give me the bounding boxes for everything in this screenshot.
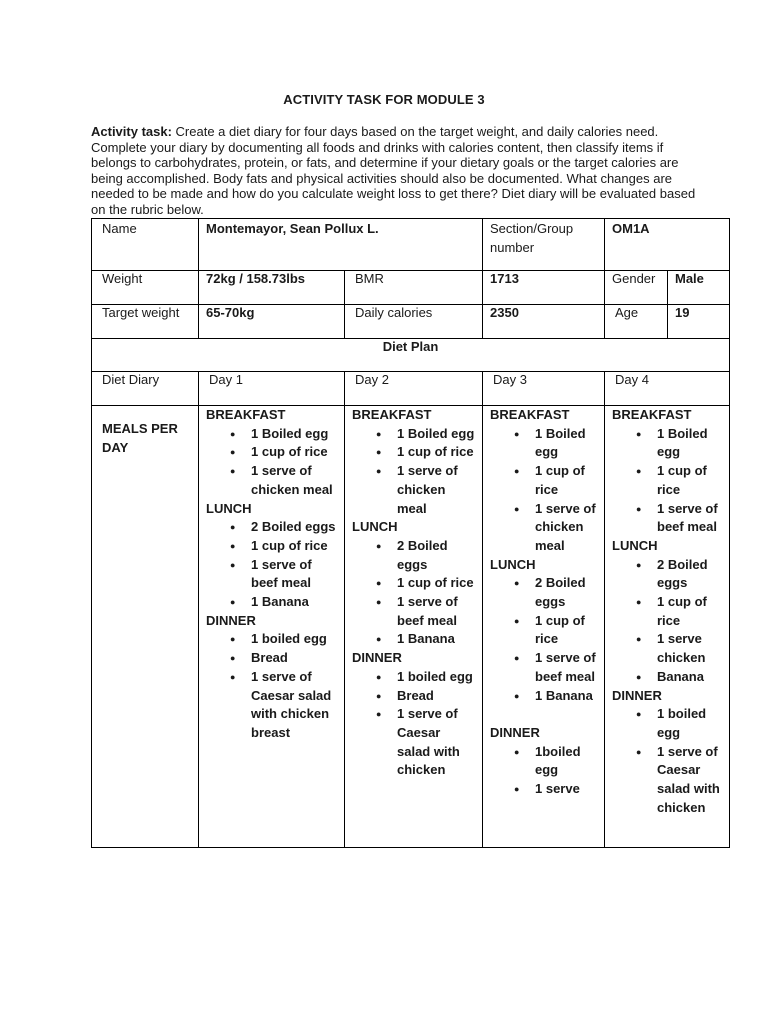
breakfast-heading: BREAKFAST [206, 407, 286, 422]
list-item: ● 1 serve of beef meal [612, 500, 722, 537]
dinner-list [490, 743, 597, 799]
list-item: ● 1 cup of rice [352, 574, 475, 593]
dinner-heading: DINNER [490, 724, 540, 740]
list-item: ● 1 Boiled egg [612, 425, 722, 462]
diet-plan-row [92, 339, 730, 372]
list-item: ● 1 cup of rice [206, 537, 337, 556]
activity-task-text: Create a diet diary for four days based on the target weight, and daily calories need. Complete your diary by documenting all foods and drinks with calories content, then classify items if belongs to carbohydrates, protein, or fats, and determine if your dietary goals or the target calories are being accomplished. Body fats and physical activities should also be documented. What changes are needed to be made and how do you calculate weight loss to get there? Diet diary will be evaluated based on the rubric below. [91, 124, 696, 217]
lunch-list [352, 537, 475, 649]
lunch-heading: LUNCH [206, 500, 252, 516]
breakfast-list [612, 425, 722, 537]
spacer [490, 705, 597, 724]
list-item: ● 1 serve of Caesar salad with chicken breast [206, 668, 337, 743]
list-item: ● 1 boiled egg [612, 705, 722, 742]
list-item: ● 1 cup of rice [490, 612, 597, 649]
activity-task-label: Activity task: [91, 124, 172, 139]
breakfast-heading: BREAKFAST [612, 407, 692, 422]
document-title: ACTIVITY TASK FOR MODULE 3 [283, 92, 485, 107]
list-item: ● 1 Banana [206, 593, 337, 612]
age-label: Age [605, 305, 668, 339]
list-item: ● 1 boiled egg [206, 630, 337, 649]
list-item: ● 1 serve of beef meal [206, 556, 337, 593]
breakfast-list [352, 425, 475, 519]
dinner-list [206, 630, 337, 742]
list-item: ● 1 serve chicken [612, 630, 722, 667]
section-value: OM1A [605, 219, 730, 271]
day-4-meals [605, 406, 730, 848]
name-label: Name [92, 219, 199, 271]
list-item: ● 1 Boiled egg [490, 425, 597, 462]
list-item: ● 1 cup of rice [352, 443, 475, 462]
day-2-header: Day 2 [345, 372, 483, 406]
list-item: ● 1 cup of rice [490, 462, 597, 499]
list-item: ● 1 boiled egg [352, 668, 475, 687]
target-weight-label: Target weight [92, 305, 199, 339]
diet-diary-label: Diet Diary [92, 372, 199, 406]
target-weight-value: 65-70kg [199, 305, 345, 339]
name-value: Montemayor, Sean Pollux L. [199, 219, 483, 271]
dinner-list [612, 705, 722, 817]
day-3-meals [483, 406, 605, 848]
list-item: ● Banana [612, 668, 722, 687]
list-item: ● 1 Boiled egg [206, 425, 337, 444]
meals-row [92, 406, 730, 848]
list-item: ● 1 serve of Caesar salad with chicken [612, 743, 722, 818]
day-1-header: Day 1 [199, 372, 345, 406]
breakfast-list [206, 425, 337, 500]
dinner-list [352, 668, 475, 780]
weight-row [92, 271, 730, 305]
list-item: ● 2 Boiled eggs [352, 537, 475, 574]
list-item: ● 1boiled egg [490, 743, 597, 780]
list-item: ● 1 cup of rice [612, 462, 722, 499]
list-item: ● Bread [206, 649, 337, 668]
meals-per-day-label: MEALS PER DAY [102, 421, 178, 455]
lunch-list [490, 574, 597, 705]
day-4-header: Day 4 [605, 372, 730, 406]
lunch-list [206, 518, 337, 612]
list-item: ● 1 serve of chicken meal [352, 462, 475, 518]
list-item: ● 1 serve of beef meal [352, 593, 475, 630]
lunch-heading: LUNCH [490, 556, 536, 572]
weight-label: Weight [92, 271, 199, 305]
day-1-meals [199, 406, 345, 848]
list-item: ● Bread [352, 687, 475, 706]
breakfast-heading: BREAKFAST [490, 407, 570, 422]
bmr-label: BMR [345, 271, 483, 305]
section-label: Section/Group number [483, 219, 605, 271]
list-item: ● 1 serve of beef meal [490, 649, 597, 686]
list-item: ● 1 Banana [352, 630, 475, 649]
day-header-row [92, 372, 730, 406]
daily-calories-label: Daily calories [345, 305, 483, 339]
day-3-header: Day 3 [483, 372, 605, 406]
list-item: ● 2 Boiled eggs [612, 556, 722, 593]
weight-value: 72kg / 158.73lbs [199, 271, 345, 305]
dinner-heading: DINNER [352, 650, 402, 666]
list-item: ● 1 serve of chicken meal [206, 462, 337, 499]
daily-calories-value: 2350 [483, 305, 605, 339]
gender-label: Gender [605, 271, 668, 305]
list-item: ● 1 Boiled egg [352, 425, 475, 444]
diet-diary-table [91, 218, 730, 848]
list-item: ● 2 Boiled eggs [490, 574, 597, 611]
lunch-heading: LUNCH [352, 519, 398, 535]
activity-instructions [91, 124, 711, 218]
list-item: ● 1 cup of rice [612, 593, 722, 630]
list-item: ● 1 serve [490, 780, 597, 799]
list-item: ● 1 Banana [490, 687, 597, 706]
day-2-meals [345, 406, 483, 848]
list-item: ● 1 serve of chicken meal [490, 500, 597, 556]
gender-value: Male [668, 271, 730, 305]
dinner-heading: DINNER [612, 687, 662, 703]
target-row [92, 305, 730, 339]
meals-per-day-cell [92, 406, 199, 848]
breakfast-list [490, 425, 597, 556]
list-item: ● 1 cup of rice [206, 443, 337, 462]
list-item: ● 1 serve of Caesar salad with chicken [352, 705, 475, 780]
age-value: 19 [668, 305, 730, 339]
dinner-heading: DINNER [206, 612, 256, 628]
list-item: ● 2 Boiled eggs [206, 518, 337, 537]
name-row [92, 219, 730, 271]
lunch-heading: LUNCH [612, 537, 658, 553]
lunch-list [612, 556, 722, 687]
diet-plan-heading: Diet Plan [92, 339, 730, 372]
bmr-value: 1713 [483, 271, 605, 305]
breakfast-heading: BREAKFAST [352, 407, 432, 422]
